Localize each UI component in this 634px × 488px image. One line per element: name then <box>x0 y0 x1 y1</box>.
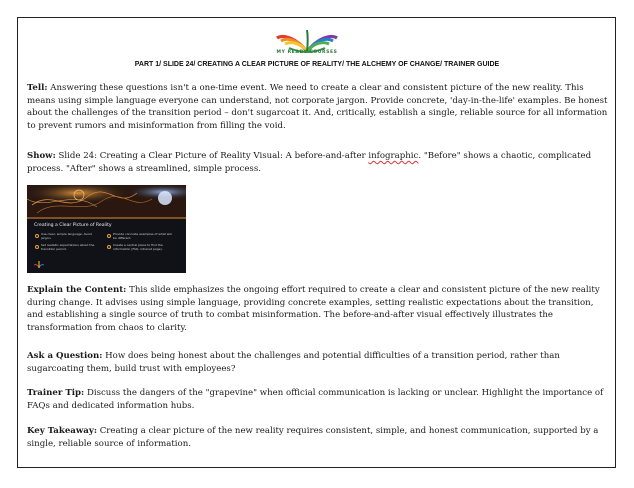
show-paragraph <box>27 150 610 175</box>
question-label: Ask a Question: <box>27 351 103 361</box>
bullet-icon <box>107 245 111 249</box>
slide-title: Creating a Clear Picture of Reality <box>34 223 112 228</box>
mini-logo-icon <box>34 260 44 270</box>
slide-background-art <box>27 185 186 273</box>
question-text: How does being honest about the challenges and potential difficulties of a transition period, rather than sugarcoating them, build trust with employees? <box>27 351 560 374</box>
trainer-tip-paragraph <box>27 387 610 412</box>
show-label: Show: <box>27 151 56 161</box>
my-ready-courses-logo <box>275 22 339 62</box>
tell-paragraph <box>27 82 610 132</box>
key-takeaway-paragraph <box>27 425 610 450</box>
logo-text: MY READY COURSES <box>276 50 338 55</box>
trainer-tip-text: Discuss the dangers of the "grapevine" when official communication is lacking or unclear. Highlight the importance of FAQs and dedicated information hubs. <box>27 388 604 411</box>
slide-item-1: Use clear, simple language. Avoid jargon. <box>41 232 92 240</box>
bullet-icon <box>107 234 111 238</box>
slide-item-4: Create a central place to find the information (FAQ, intranet page). <box>113 243 163 251</box>
slide-item-3: Set realistic expectations about the transition period. <box>41 243 95 251</box>
show-text-after: . "Before" shows a chaotic, complicated process. "After" shows a streamlined, simple process. <box>27 151 592 174</box>
tell-text: Answering these questions isn't a one-time event. We need to create a clear and consistent picture of the new reality. This means using simple language everyone can understand, not corporate jargon. Provide concrete, 'day-in-the-life' examples. Be honest about the challenges of the transition period – don't sugarcoat it. And, critically, establish a single, reliable source for all information to prevent rumors and misinformation from filling the void. <box>27 83 608 131</box>
explain-text: This slide emphasizes the ongoing effort required to create a clear and consistent picture of the new reality during change. It advises using simple language, providing concrete examples, setting realistic expectations about the transition, and establishing a single source of truth to combat misinformation. The before-and-after visual effectively illustrates the transformation from chaos to clarity. <box>27 285 600 333</box>
key-takeaway-label: Key Takeaway: <box>27 426 97 436</box>
explain-paragraph <box>27 284 610 334</box>
slide-item-2: Provide concrete examples of what will be different. <box>113 232 172 240</box>
slide-thumbnail <box>27 185 186 273</box>
bullet-icon <box>35 245 39 249</box>
bullet-icon <box>35 234 39 238</box>
tell-label: Tell: <box>27 83 48 93</box>
key-takeaway-text: Creating a clear picture of the new reality requires consistent, simple, and honest communication, supported by a single, reliable source of information. <box>27 426 599 449</box>
show-text-before: Slide 24: Creating a Clear Picture of Reality Visual: A before-and-after <box>55 151 369 161</box>
explain-label: Explain the Content: <box>27 285 127 295</box>
flagged-word: infographic <box>368 151 419 161</box>
trainer-tip-label: Trainer Tip: <box>27 388 85 398</box>
page-header: PART 1/ SLIDE 24/ CREATING A CLEAR PICTURE OF REALITY/ THE ALCHEMY OF CHANGE/ TRAINER GUIDE <box>134 61 500 68</box>
question-paragraph <box>27 350 610 375</box>
